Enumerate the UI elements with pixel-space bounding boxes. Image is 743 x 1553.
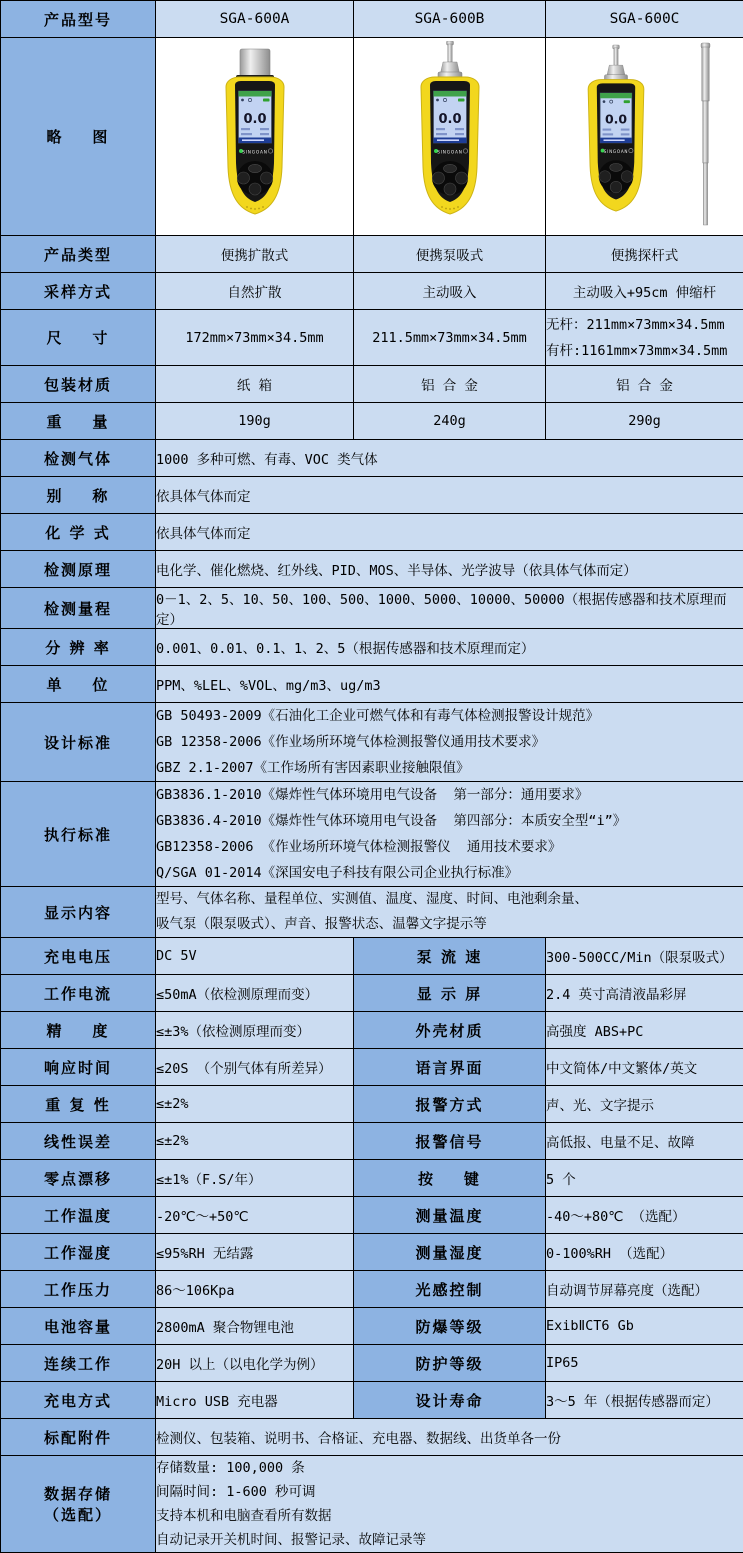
row-charging-voltage-pump-flow [1, 938, 743, 975]
cell-value: Micro USB 充电器 [156, 1394, 278, 1410]
standard-line: GB 50493-2009《石油化工企业可燃气体和有毒气体检测报警设计规范》 [156, 703, 743, 729]
cell-value: 铝 合 金 [616, 378, 673, 394]
row-label: 采样方式 [44, 283, 112, 301]
row-sampling-method [1, 273, 743, 310]
cell-value: 声、光、文字提示 [546, 1098, 654, 1114]
row-package-material [1, 366, 743, 403]
cell-value: 2.4 英寸高清液晶彩屏 [546, 987, 687, 1003]
gas-detector-probe-illustration [550, 41, 740, 233]
row-alias [1, 477, 743, 514]
cell-value: 便携泵吸式 [416, 248, 484, 264]
row-product-type [1, 236, 743, 273]
display-line: 吸气泵（限泵吸式）、声音、报警状态、温馨文字提示等 [156, 912, 743, 937]
row-data-storage [1, 1456, 743, 1553]
row-label-optional: （选配） [1, 1504, 155, 1525]
cell-value: ≤±1%（F.S/年） [156, 1172, 262, 1188]
row-label: 检测原理 [44, 561, 112, 579]
cell-value: 2800mA 聚合物锂电池 [156, 1320, 294, 1336]
row-working-pressure-light-control [1, 1271, 743, 1308]
row-label: 连续工作 [44, 1355, 112, 1373]
storage-line: 支持本机和电脑查看所有数据 [156, 1504, 743, 1528]
storage-line: 间隔时间: 1-600 秒可调 [156, 1480, 743, 1504]
cell-value: ≤±2% [156, 1096, 189, 1112]
right-button [455, 172, 467, 184]
row-zero-drift-buttons [1, 1160, 743, 1197]
cell-value: 1000 多种可燃、有毒、VOC 类气体 [156, 452, 378, 468]
cell-value: 纸 箱 [237, 378, 272, 394]
row-label: 产品类型 [44, 246, 112, 264]
row-label: 检测量程 [44, 600, 112, 618]
standard-line: GB3836.1-2010《爆炸性气体环境用电气设备 第一部分：通用要求》 [156, 782, 743, 808]
cell-value: 190g [238, 413, 271, 429]
row-label: 设计标准 [44, 734, 112, 752]
row-label: 光感控制 [415, 1281, 483, 1299]
cell-value: 高强度 ABS+PC [546, 1024, 643, 1040]
model-name-sga-600c: SGA-600C [546, 1, 743, 38]
enter-button [610, 181, 622, 193]
menu-button [443, 164, 456, 172]
row-accuracy-shell-material [1, 1012, 743, 1049]
cell-value: 电化学、催化燃烧、红外线、PID、MOS、半导体、光学波导（依具体气体而定） [156, 563, 637, 579]
row-label: 显示内容 [44, 904, 112, 922]
cell-value: 高低报、电量不足、故障 [546, 1135, 695, 1151]
left-button [599, 170, 611, 182]
row-charging-method-design-life [1, 1382, 743, 1419]
cell-value: 290g [628, 413, 661, 429]
row-battery-explosion-proof [1, 1308, 743, 1345]
standard-line: Q/SGA 01-2014《深国安电子科技有限公司企业执行标准》 [156, 860, 743, 886]
right-button [621, 170, 633, 182]
row-label: 防护等级 [415, 1355, 483, 1373]
row-units [1, 666, 743, 703]
standard-line: GB3836.4-2010《爆炸性气体环境用电气设备 第四部分：本质安全型“i”》 [156, 808, 743, 834]
speaker-icon [241, 98, 244, 101]
row-label: 数据存储 [1, 1483, 155, 1504]
cell-value: ≤50mA（依检测原理而变） [156, 987, 318, 1003]
row-label: 分 辨 率 [45, 639, 110, 657]
cell-value: ≤95%RH 无结露 [156, 1246, 253, 1262]
battery-icon [458, 98, 465, 101]
row-label: 语言界面 [415, 1059, 483, 1077]
row-label: 重 量 [47, 413, 110, 431]
row-label: 测量温度 [415, 1207, 483, 1225]
cell-value: 0.001、0.01、0.1、1、2、5（根据传感器和技术原理而定） [156, 641, 534, 657]
row-chemical-formula [1, 514, 743, 551]
row-label: 报警方式 [415, 1096, 483, 1114]
battery-icon [623, 100, 629, 103]
row-resolution [1, 629, 743, 666]
row-display-content [1, 887, 743, 938]
row-linearity-alarm-signal [1, 1123, 743, 1160]
cell-value-line: 有杆:1161mm×73mm×34.5mm [546, 338, 743, 364]
right-button [260, 172, 272, 184]
row-label: 防爆等级 [415, 1318, 483, 1336]
storage-line: 自动记录开关机时间、报警记录、故障记录等 [156, 1528, 743, 1552]
row-label: 标配附件 [44, 1429, 112, 1447]
row-label: 化 学 式 [45, 524, 110, 542]
row-label: 按 键 [418, 1170, 481, 1188]
row-label: 单 位 [47, 676, 110, 694]
brand-text: SINGOAN [603, 149, 628, 154]
row-repeatability-alarm-mode [1, 1086, 743, 1123]
cell-value: 自然扩散 [228, 285, 282, 301]
model-name-sga-600a: SGA-600A [156, 1, 354, 38]
row-label: 测量湿度 [415, 1244, 483, 1262]
row-label: 工作温度 [44, 1207, 112, 1225]
gas-detector-pump-illustration [375, 41, 525, 233]
display-line: 型号、气体名称、量程单位、实测值、温度、湿度、时间、电池剩余量、 [156, 887, 743, 912]
row-label: 重 复 性 [45, 1096, 110, 1114]
row-detection-range [1, 588, 743, 629]
row-response-time-language [1, 1049, 743, 1086]
row-label: 尺 寸 [47, 329, 110, 347]
row-standard-accessories [1, 1419, 743, 1456]
row-label: 设计寿命 [415, 1392, 483, 1410]
row-working-temp-measure-temp [1, 1197, 743, 1234]
cell-value: 300-500CC/Min（限泵吸式） [546, 950, 733, 966]
standard-line: GB 12358-2006《作业场所环境气体检测报警仪通用技术要求》 [156, 729, 743, 755]
sketch-label: 略 图 [1, 38, 156, 236]
cell-value: 主动吸入 [423, 285, 477, 301]
row-label: 充电方式 [44, 1392, 112, 1410]
cell-value: 86～106Kpa [156, 1283, 235, 1299]
row-label: 显 示 屏 [417, 985, 482, 1003]
battery-icon [263, 98, 270, 101]
standard-line: GB12358-2006 《作业场所环境气体检测报警仪 通用技术要求》 [156, 834, 743, 860]
row-label: 零点漂移 [44, 1170, 112, 1188]
row-label: 精 度 [47, 1022, 110, 1040]
cell-value: 240g [433, 413, 466, 429]
left-button [237, 172, 249, 184]
cell-value: IP65 [546, 1355, 579, 1371]
row-label: 泵 流 速 [417, 948, 482, 966]
cell-value: 自动调节屏幕亮度（选配） [546, 1283, 708, 1299]
cell-value: ≤20S （个别气体有所差异） [156, 1061, 332, 1077]
cell-value: 主动吸入+95cm 伸缩杆 [573, 285, 716, 301]
speaker-icon [436, 98, 439, 101]
row-label: 工作湿度 [44, 1244, 112, 1262]
standard-line: GBZ 2.1-2007《工作场所有害因素职业接触限值》 [156, 755, 743, 781]
cell-value: 便携探杆式 [611, 248, 679, 264]
product-image-sga-600c [546, 38, 743, 236]
row-label: 执行标准 [44, 826, 112, 844]
row-detected-gas [1, 440, 743, 477]
telescopic-rod [701, 43, 710, 225]
enter-button [249, 183, 261, 195]
cell-value: -40～+80℃ （选配） [546, 1209, 686, 1225]
gas-detector-diffusion-illustration [180, 41, 330, 233]
cell-value: 铝 合 金 [421, 378, 478, 394]
row-weight [1, 403, 743, 440]
storage-line: 存储数量: 100,000 条 [156, 1456, 743, 1480]
menu-button [248, 164, 261, 172]
row-working-humidity-measure-humidity [1, 1234, 743, 1271]
cell-value: 0－1、2、5、10、50、100、500、1000、5000、10000、50000（根据传感器和技术原理而定） [156, 592, 727, 628]
cell-value: 3～5 年（根据传感器而定） [546, 1394, 719, 1410]
row-label: 充电电压 [44, 948, 112, 966]
cell-value: 5 个 [546, 1172, 576, 1188]
cell-value: 依具体气体而定 [156, 526, 251, 542]
cell-value: DC 5V [156, 948, 197, 964]
row-label: 线性误差 [44, 1133, 112, 1151]
sketch-row [1, 38, 743, 236]
cell-value: 211.5mm×73mm×34.5mm [372, 330, 526, 346]
cell-value: PPM、%LEL、%VOL、mg/m3、ug/m3 [156, 678, 381, 694]
row-execution-standards [1, 782, 743, 887]
row-label: 别 称 [47, 487, 110, 505]
row-label: 工作压力 [44, 1281, 112, 1299]
cell-value: 0-100%RH （选配） [546, 1246, 673, 1262]
left-button [432, 172, 444, 184]
cell-value: -20℃～+50℃ [156, 1209, 249, 1225]
row-label: 检测气体 [44, 450, 112, 468]
header-label: 产品型号 [1, 1, 156, 38]
screen-reading: 0.0 [243, 112, 266, 127]
row-label: 响应时间 [44, 1059, 112, 1077]
screen-reading: 0.0 [604, 111, 626, 126]
row-working-current-display-screen [1, 975, 743, 1012]
row-label: 报警信号 [415, 1133, 483, 1151]
cell-value: ≤±3%（依检测原理而变） [156, 1024, 310, 1040]
cell-value: 便携扩散式 [221, 248, 289, 264]
row-continuous-work-protection-rating [1, 1345, 743, 1382]
product-image-sga-600b [354, 38, 546, 236]
enter-button [444, 183, 456, 195]
cell-value: 172mm×73mm×34.5mm [185, 330, 323, 346]
row-label: 工作电流 [44, 985, 112, 1003]
brand-text: SINGOAN [437, 149, 463, 155]
cell-value: ≤±2% [156, 1133, 189, 1149]
product-image-sga-600a [156, 38, 354, 236]
screen-reading: 0.0 [438, 112, 461, 127]
cell-value: ExibⅡCT6 Gb [546, 1318, 634, 1334]
brand-text: SINGOAN [242, 149, 268, 155]
header-row [1, 1, 743, 38]
row-dimensions [1, 310, 743, 366]
row-label: 包装材质 [44, 376, 112, 394]
cell-value: 检测仪、包装箱、说明书、合格证、充电器、数据线、出货单各一份 [156, 1431, 561, 1447]
speaker-icon [602, 100, 605, 103]
row-detection-principle [1, 551, 743, 588]
row-label: 电池容量 [44, 1318, 112, 1336]
model-name-sga-600b: SGA-600B [354, 1, 546, 38]
cell-value-line: 无杆：211mm×73mm×34.5mm [546, 312, 743, 338]
cell-value: 20H 以上（以电化学为例） [156, 1357, 324, 1373]
menu-button [609, 163, 621, 171]
row-design-standards [1, 703, 743, 782]
row-label: 外壳材质 [415, 1022, 483, 1040]
cell-value: 依具体气体而定 [156, 489, 251, 505]
cell-value: 中文简体/中文繁体/英文 [546, 1061, 697, 1077]
